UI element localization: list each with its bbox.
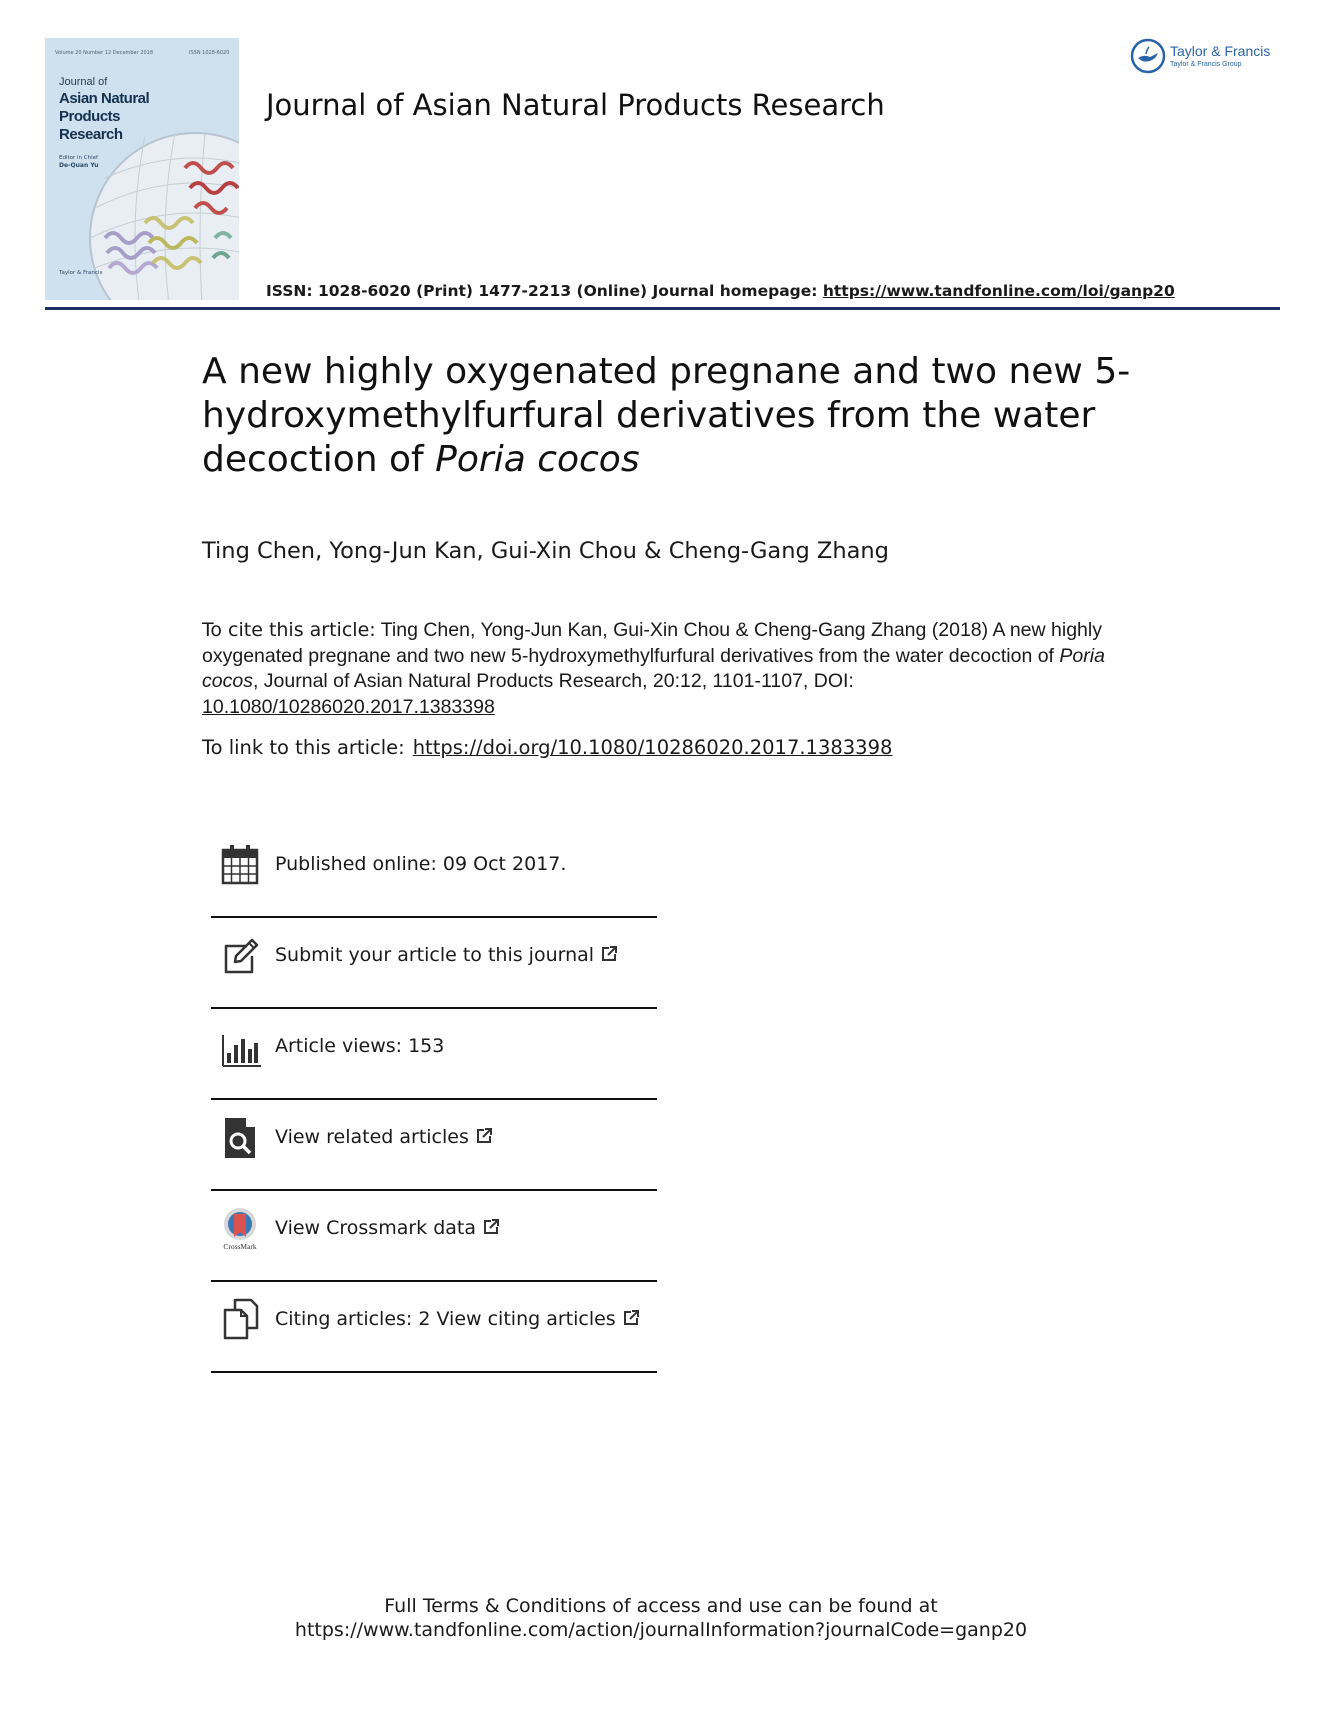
document-search-icon: [221, 1116, 261, 1160]
bar-chart-icon: [221, 1025, 261, 1069]
journal-title: Journal of Asian Natural Products Research: [266, 88, 885, 122]
article-title-text: A new highly oxygenated pregnane and two new 5-hydroxymethylfurfural derivatives from the water decoction of: [202, 351, 1131, 480]
article-info-list: [211, 827, 657, 1373]
issn-text: ISSN: 1028-6020 (Print) 1477-2213 (Online) Journal homepage:: [266, 282, 823, 300]
article-views-count: Article views: 153: [275, 1035, 445, 1057]
cover-title: Asian Natural Products Research: [59, 90, 150, 143]
citation-doi-link[interactable]: 10.1080/10286020.2017.1383398: [202, 695, 495, 718]
related-articles-row[interactable]: [211, 1100, 657, 1191]
edit-icon: [221, 934, 261, 978]
related-articles-link[interactable]: View related articles: [275, 1126, 469, 1148]
citing-articles-link[interactable]: Citing articles: 2 View citing articles: [275, 1308, 616, 1330]
cover-publisher: Taylor & Francis: [59, 270, 103, 276]
external-link-icon: [475, 1127, 493, 1145]
citation-text-2: , Journal of Asian Natural Products Research, 20:12, 1101-1107, DOI:: [252, 670, 854, 692]
article-authors: Ting Chen, Yong-Jun Kan, Gui-Xin Chou & Cheng-Gang Zhang: [202, 538, 889, 564]
external-link-icon: [622, 1309, 640, 1327]
cover-title-prefix: Journal of: [59, 76, 108, 88]
publisher-group: Taylor & Francis Group: [1170, 61, 1242, 68]
published-row: [211, 827, 657, 918]
publisher-name: Taylor & Francis: [1170, 43, 1271, 59]
publisher-logo[interactable]: [1130, 38, 1280, 78]
article-views-row: [211, 1009, 657, 1100]
tf-lamp-icon: [1130, 38, 1166, 74]
cover-editor-name: De-Quan Yu: [59, 162, 99, 169]
journal-cover: [45, 38, 239, 300]
article-link-label: To link to this article:: [202, 736, 405, 759]
published-date: Published online: 09 Oct 2017.: [275, 853, 567, 875]
citing-articles-row[interactable]: [211, 1282, 657, 1373]
article-title-species: Poria cocos: [435, 439, 640, 480]
article-doi-link[interactable]: https://doi.org/10.1080/10286020.2017.1383398: [412, 736, 893, 759]
submit-article-row[interactable]: [211, 918, 657, 1009]
copy-documents-icon: [221, 1298, 261, 1342]
footer-terms-url[interactable]: https://www.tandfonline.com/action/journalInformation?journalCode=ganp20: [294, 1619, 1028, 1641]
crossmark-icon: [221, 1207, 261, 1251]
crossmark-link[interactable]: View Crossmark data: [275, 1217, 477, 1239]
cover-editor-label: Editor in Chief: [59, 155, 98, 161]
header-rule: [45, 307, 1280, 310]
crossmark-logo-text: CrossMark: [223, 1242, 257, 1251]
citation-block: [202, 618, 1132, 720]
external-link-icon: [600, 945, 618, 963]
citation-species: Poria cocos: [202, 644, 1105, 692]
calendar-icon: [221, 843, 261, 887]
cover-issn: ISSN 1028-6020: [189, 50, 230, 56]
issn-line: [266, 282, 1175, 300]
crossmark-row[interactable]: [211, 1191, 657, 1282]
cover-volume-info: Volume 20 Number 12 December 2018: [55, 50, 154, 56]
terms-footer: [0, 1594, 1322, 1642]
external-link-icon: [482, 1218, 500, 1236]
citation-label: To cite this article:: [202, 619, 376, 641]
submit-article-link[interactable]: Submit your article to this journal: [275, 944, 595, 966]
citation-text-1: Ting Chen, Yong-Jun Kan, Gui-Xin Chou & Cheng-Gang Zhang (2018) A new highly oxygenated pregnane and two new 5-hydroxymethylfurfural derivatives from the water decoction of: [202, 619, 1102, 667]
footer-terms-text: Full Terms & Conditions of access and use can be found at: [384, 1595, 938, 1617]
journal-homepage-link[interactable]: https://www.tandfonline.com/loi/ganp20: [822, 282, 1175, 300]
article-title: [202, 350, 1142, 482]
article-link-line: [202, 736, 892, 759]
